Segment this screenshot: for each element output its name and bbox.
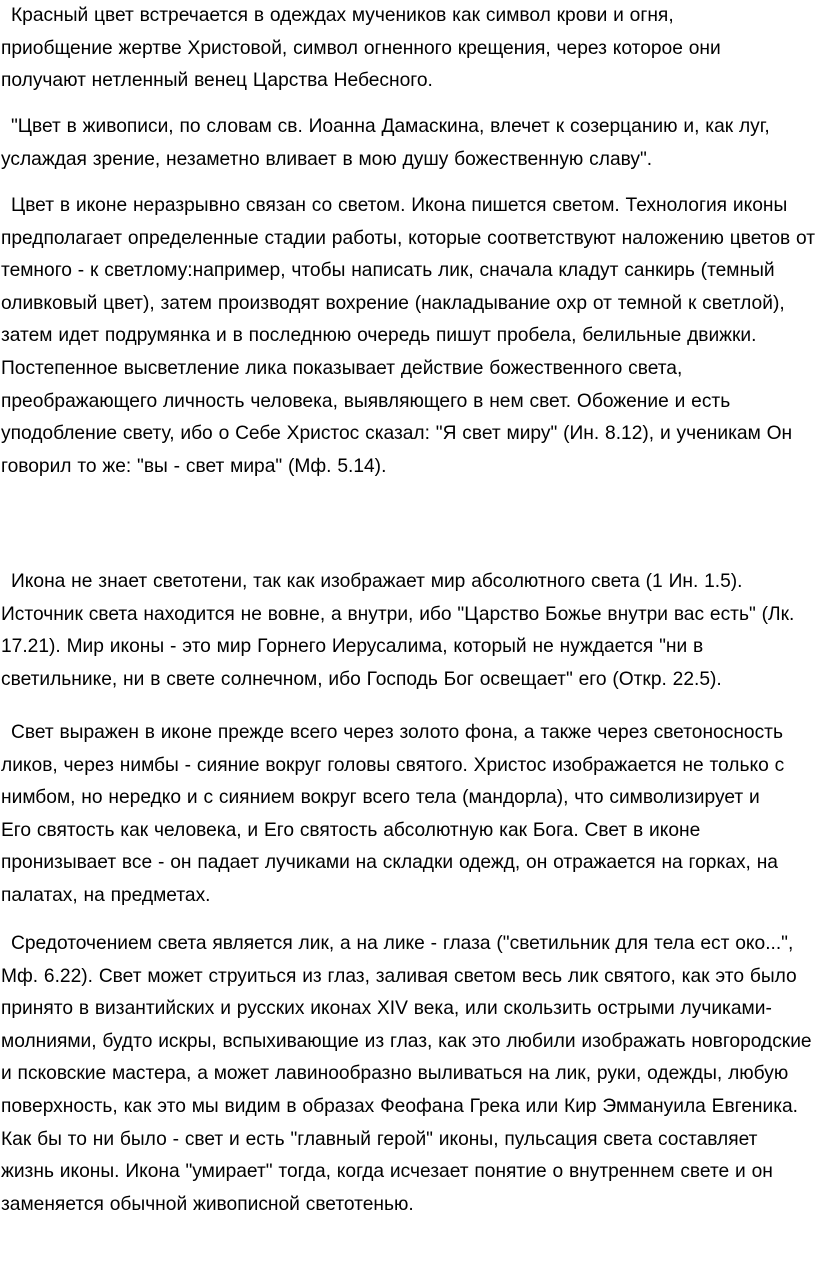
paragraph-no-chiaroscuro: Икона не знает светотени, так как изображает мир абсолютного света (1 Ин. 1.5). Источник света находится не вовне, а внутри, ибо "Царство Божье внутри вас есть" (Лк. 17.21). Мир иконы - это мир Горнего Иерусалима, который не нуждается "ни в светильнике, ни в свете солнечном, ибо Господь Бог освещает" его (Откр. 22.5).: [1, 571, 795, 690]
paragraph-face-and-eyes: Средоточением света является лик, а на лике - глаза ("светильник для тела ест око...", Мф. 6.22). Свет может струиться из глаз, заливая светом весь лик святого, как это было принято в византийских и русских иконах XIV века, или скользить острыми лучиками-молниями, будто искры, вспыхивающие из глаз, как это любили изображать новгородские и псковские мастера, а может лавинообразно выливаться на лик, руки, одежды, любую поверхность, как это мы видим в образах Феофана Грека или Кир Эммануила Евгеника. Как бы то ни было - свет и есть "главный герой" иконы, пульсация света составляет жизнь иконы. Икона "умирает" тогда, когда исчезает понятие о внутреннем свете и он заменяется обычной живописной светотенью.: [1, 933, 812, 1215]
paragraph-red-color: Красный цвет встречается в одеждах мучеников как символ крови и огня, приобщение жертве Христовой, символ огненного крещения, через которое они получают нетленный венец Царства Небесного.: [1, 5, 721, 92]
paragraph-color-and-light: Цвет в иконе неразрывно связан со светом. Икона пишется светом. Технология иконы предполагает определенные стадии работы, которые соответствуют наложению цветов от темного - к светлому:например, чтобы написать лик, сначала кладут санкирь (темный оливковый цвет), затем производят вохрение (накладывание охр от темной к светлой), затем идет подрумянка и в последнюю очередь пишут пробела, белильные движки. Постепенное высветление лика показывает действие божественного света, преображающего личность человека, выявляющего в нем свет. Обожение и есть уподобление свету, ибо о Себе Христос сказал: "Я свет миру" (Ин. 8.12), и ученикам Он говорил то же: "вы - свет мира" (Мф. 5.14).: [1, 195, 816, 477]
paragraph-damascene-quote: "Цвет в живописи, по словам св. Иоанна Дамаскина, влечет к созерцанию и, как луг, услаждая зрение, незаметно вливает в мою душу божественную славу".: [1, 116, 770, 170]
paragraph-gold-and-halo: Свет выражен в иконе прежде всего через золото фона, а также через светоносность ликов, через нимбы - сияние вокруг головы святого. Христос изображается не только с нимбом, но нередко и с сиянием вокруг всего тела (мандорла), что символизирует и Его святость как человека, и Его святость абсолютную как Бога. Свет в иконе пронизывает все - он падает лучиками на складки одежд, он отражается на горках, на палатах, на предметах.: [1, 722, 785, 906]
